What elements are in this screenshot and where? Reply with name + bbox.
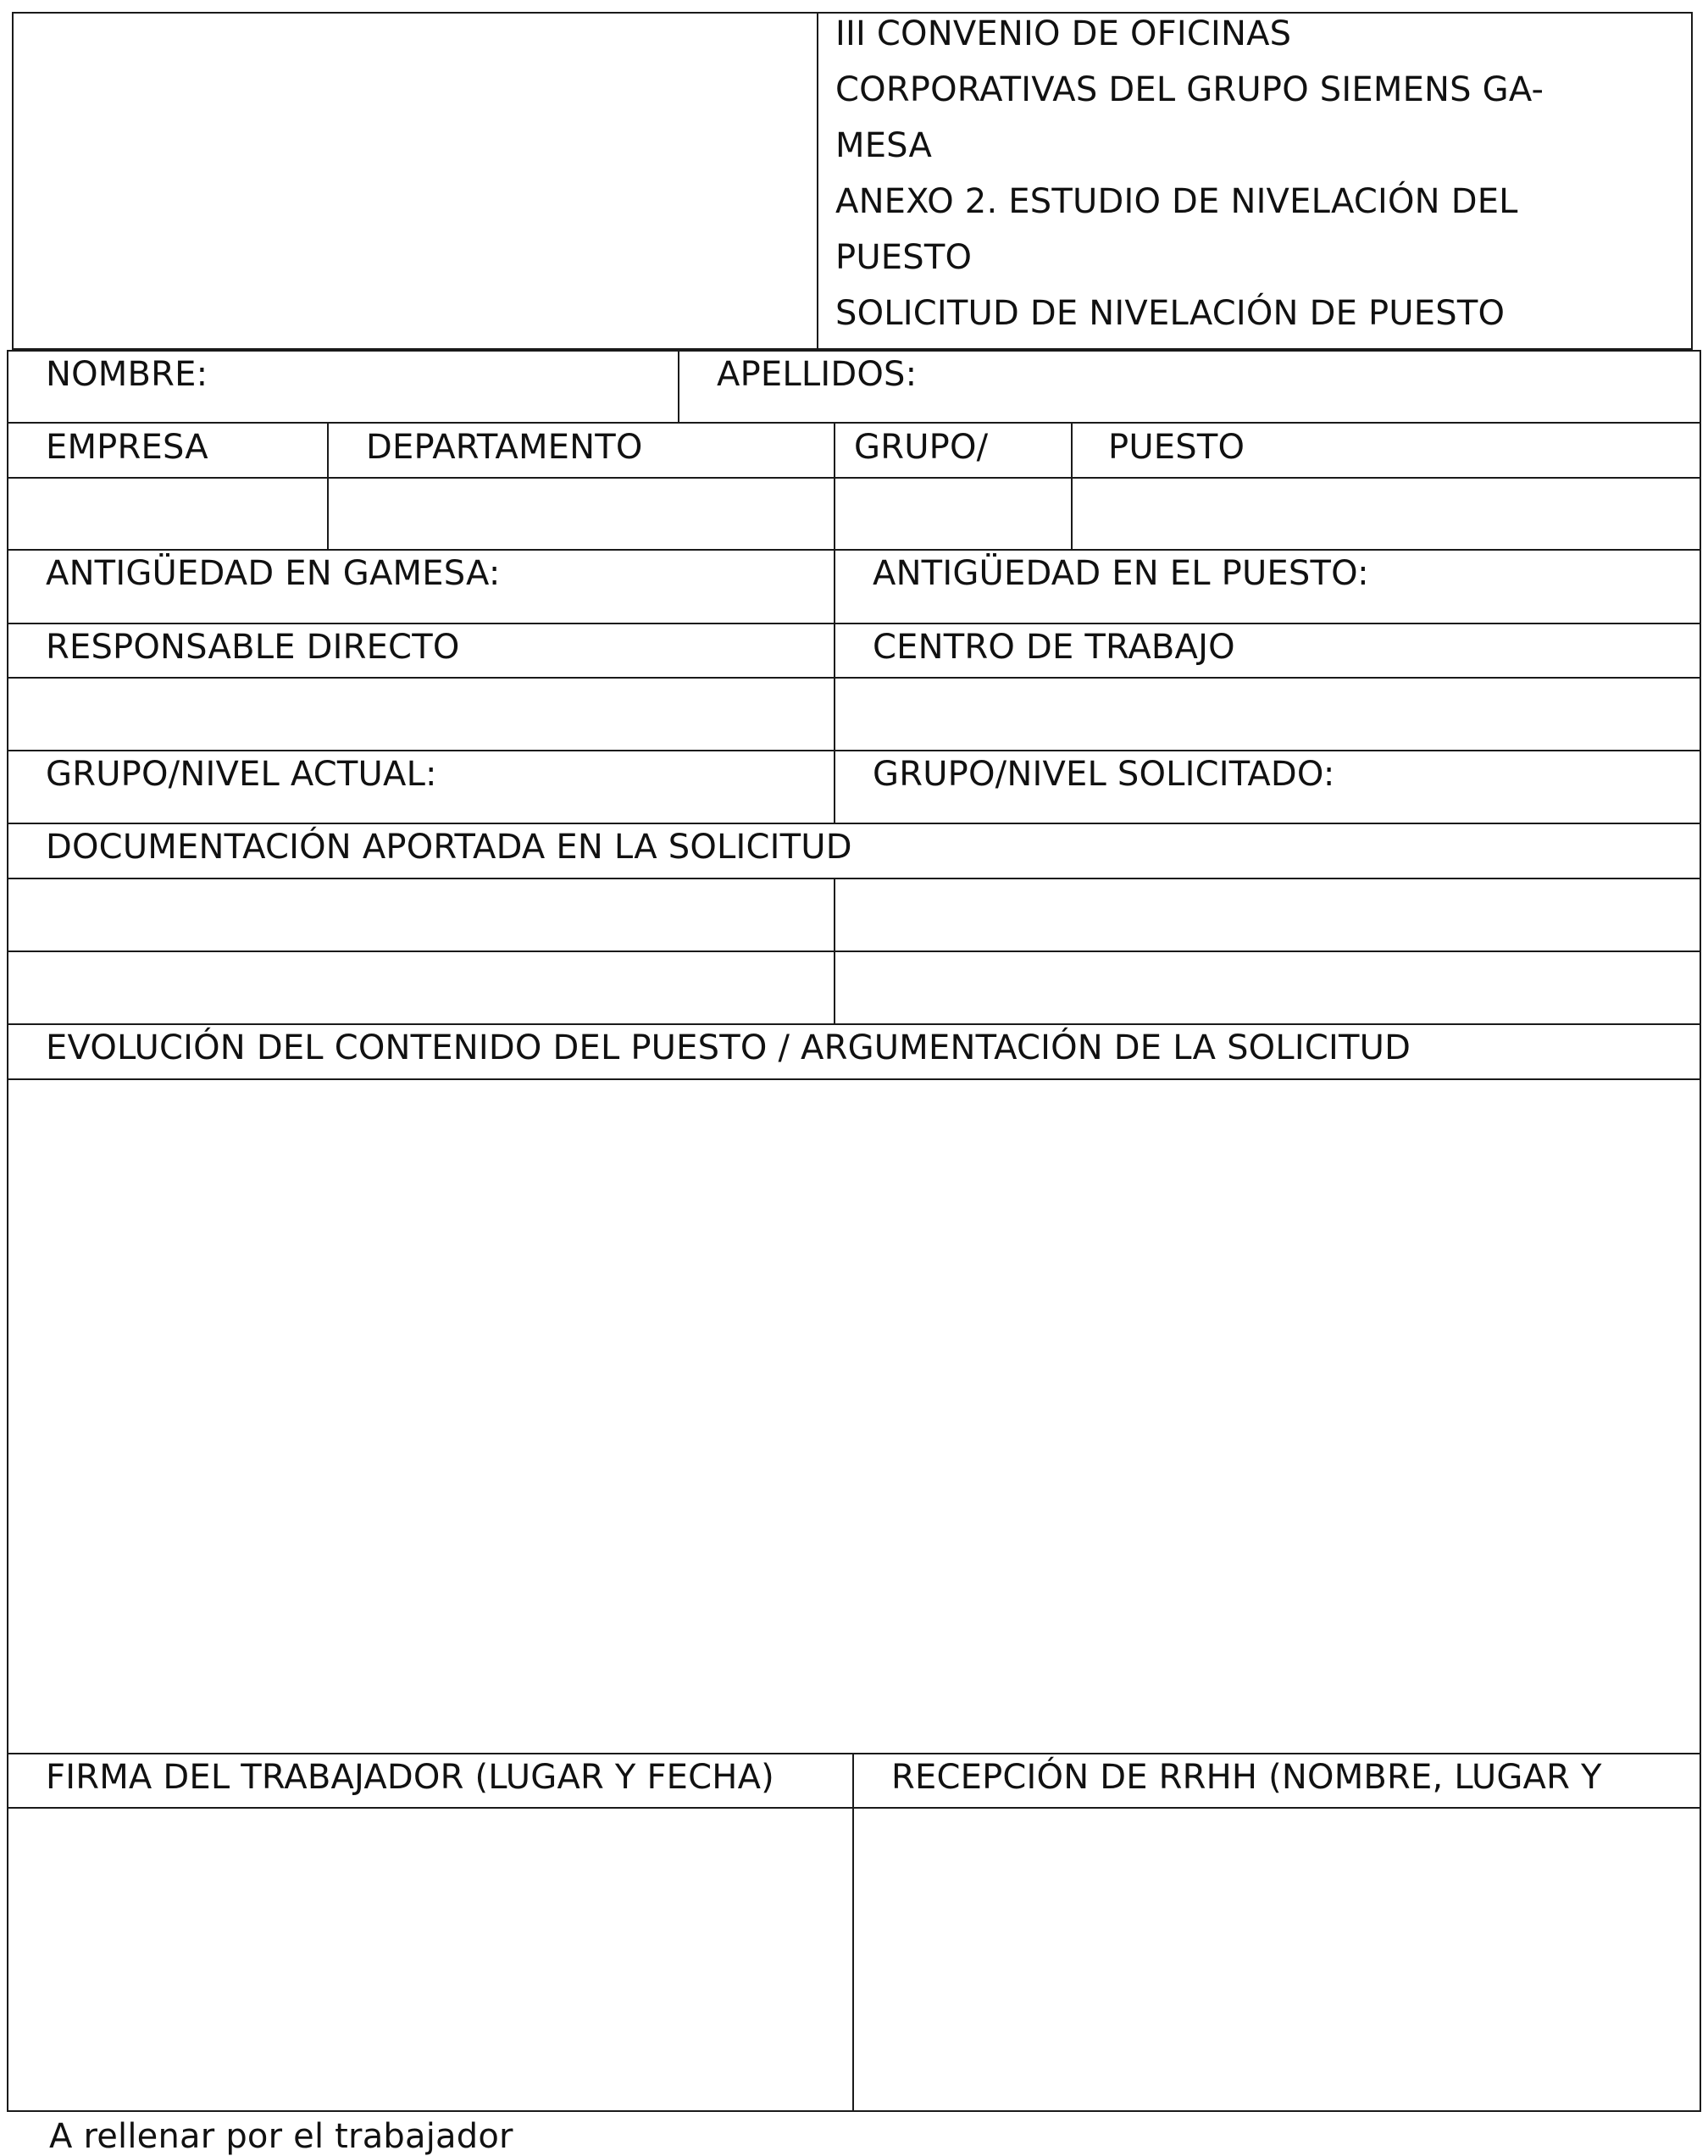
header-logo-area <box>14 14 815 347</box>
puesto-label: PUESTO <box>1108 428 1245 467</box>
puesto-field[interactable] <box>1073 479 1700 549</box>
responsable-field[interactable] <box>8 679 834 750</box>
grupo-field[interactable] <box>835 479 1071 549</box>
recepcion-label: RECEPCIÓN DE RRHH (NOMBRE, LUGAR Y <box>891 1758 1602 1797</box>
responsable-label: RESPONSABLE DIRECTO <box>46 628 460 667</box>
title-line-3: MESA <box>835 126 933 165</box>
centro-trabajo-label: CENTRO DE TRABAJO <box>873 628 1235 667</box>
footer-note: A rellenar por el trabajador <box>49 2117 513 2156</box>
title-line-2: CORPORATIVAS DEL GRUPO SIEMENS GA- <box>835 70 1544 109</box>
documentacion-field-3[interactable] <box>8 952 834 1023</box>
empresa-label: EMPRESA <box>46 428 208 467</box>
apellidos-label: APELLIDOS: <box>717 355 918 394</box>
apellidos-field[interactable] <box>940 352 1698 421</box>
antiguedad-gamesa-label: ANTIGÜEDAD EN GAMESA: <box>46 554 501 593</box>
firma-field[interactable] <box>8 1809 852 2110</box>
grupo-label: GRUPO/ <box>854 428 989 467</box>
empresa-field[interactable] <box>8 479 327 549</box>
documentacion-field-1[interactable] <box>8 879 834 951</box>
centro-trabajo-field[interactable] <box>835 679 1700 750</box>
title-line-4: ANEXO 2. ESTUDIO DE NIVELACIÓN DEL <box>835 182 1518 221</box>
documentacion-field-4[interactable] <box>835 952 1700 1023</box>
nombre-label: NOMBRE: <box>46 355 208 394</box>
title-line-5: PUESTO <box>835 238 973 277</box>
departamento-field[interactable] <box>329 479 834 549</box>
recepcion-field[interactable] <box>854 1809 1700 2110</box>
evolucion-label: EVOLUCIÓN DEL CONTENIDO DEL PUESTO / ARGUMENTACIÓN DE LA SOLICITUD <box>46 1028 1411 1067</box>
documentacion-label: DOCUMENTACIÓN APORTADA EN LA SOLICITUD <box>46 828 852 867</box>
nivel-actual-label: GRUPO/NIVEL ACTUAL: <box>46 755 437 794</box>
nivel-solicitado-label: GRUPO/NIVEL SOLICITADO: <box>873 755 1335 794</box>
nombre-field[interactable] <box>254 352 676 421</box>
title-line-6: SOLICITUD DE NIVELACIÓN DE PUESTO <box>835 294 1506 333</box>
departamento-label: DEPARTAMENTO <box>366 428 643 467</box>
antiguedad-puesto-label: ANTIGÜEDAD EN EL PUESTO: <box>873 554 1369 593</box>
evolucion-field[interactable] <box>8 1080 1700 1753</box>
title-line-1: III CONVENIO DE OFICINAS <box>835 14 1292 53</box>
documentacion-field-2[interactable] <box>835 879 1700 951</box>
firma-label: FIRMA DEL TRABAJADOR (LUGAR Y FECHA) <box>46 1758 774 1797</box>
